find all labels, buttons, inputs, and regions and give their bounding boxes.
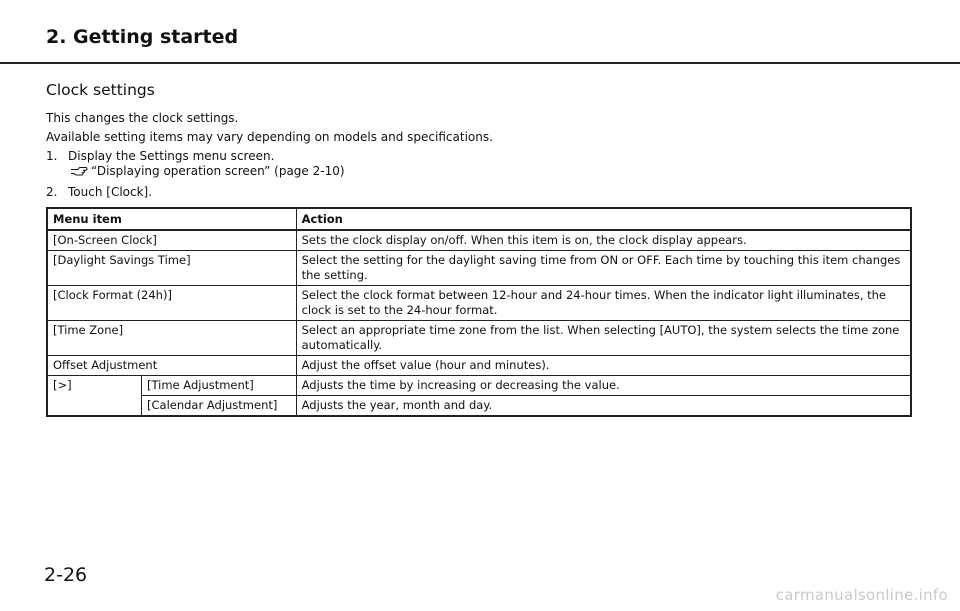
parent-item-cell: [>]: [47, 376, 142, 417]
availability-note: Available setting items may vary depending on models and specifications.: [46, 130, 493, 144]
step-1: [46, 148, 274, 164]
action-header: Action: [296, 208, 911, 230]
menu-item-cell: Offset Adjustment: [47, 356, 296, 376]
sub-item-cell: [Calendar Adjustment]: [142, 396, 297, 417]
menu-item-cell: [Daylight Savings Time]: [47, 251, 296, 286]
watermark: carmanualsonline.info: [775, 586, 948, 604]
step-number: 1.: [46, 149, 58, 163]
sub-item-cell: [Time Adjustment]: [142, 376, 297, 396]
step-text: Display the Settings menu screen.: [68, 149, 275, 163]
action-cell: Adjust the offset value (hour and minutes).: [296, 356, 911, 376]
action-cell: Adjusts the time by increasing or decreasing the value.: [296, 376, 911, 396]
menu-item-cell: [Clock Format (24h)]: [47, 286, 296, 321]
step-2: [46, 184, 152, 200]
menu-item-cell: [On-Screen Clock]: [47, 230, 296, 251]
reference-link-text[interactable]: “Displaying operation screen” (page 2-10): [91, 164, 345, 178]
action-cell: Select an appropriate time zone from the list. When selecting [AUTO], the system selects the time zone automatically.: [296, 321, 911, 356]
action-cell: Select the clock format between 12-hour and 24-hour times. When the indicator light illuminates, the clock is set to the 24-hour format.: [296, 286, 911, 321]
table-row: [47, 356, 911, 376]
page-number: 2-26: [44, 564, 88, 586]
page-reference[interactable]: [70, 163, 345, 179]
chapter-title: 2. Getting started: [46, 26, 239, 48]
action-cell: Sets the clock display on/off. When this item is on, the clock display appears.: [296, 230, 911, 251]
table-row: [47, 230, 911, 251]
table-row: [47, 286, 911, 321]
clock-settings-table: [46, 207, 912, 417]
table-row: [47, 396, 911, 417]
menu-item-cell: [Time Zone]: [47, 321, 296, 356]
menu-item-header: Menu item: [47, 208, 296, 230]
section-title: Clock settings: [46, 81, 155, 99]
page-header: [0, 0, 960, 60]
table-header-row: [47, 208, 911, 230]
table-row: [47, 376, 911, 396]
pointing-hand-icon: [70, 164, 88, 176]
intro-text: This changes the clock settings.: [46, 111, 239, 125]
table-row: [47, 321, 911, 356]
header-divider: [0, 62, 960, 64]
step-number: 2.: [46, 185, 58, 199]
table-row: [47, 251, 911, 286]
step-text: Touch [Clock].: [68, 185, 153, 199]
action-cell: Adjusts the year, month and day.: [296, 396, 911, 417]
action-cell: Select the setting for the daylight saving time from ON or OFF. Each time by touching this item changes the setting.: [296, 251, 911, 286]
